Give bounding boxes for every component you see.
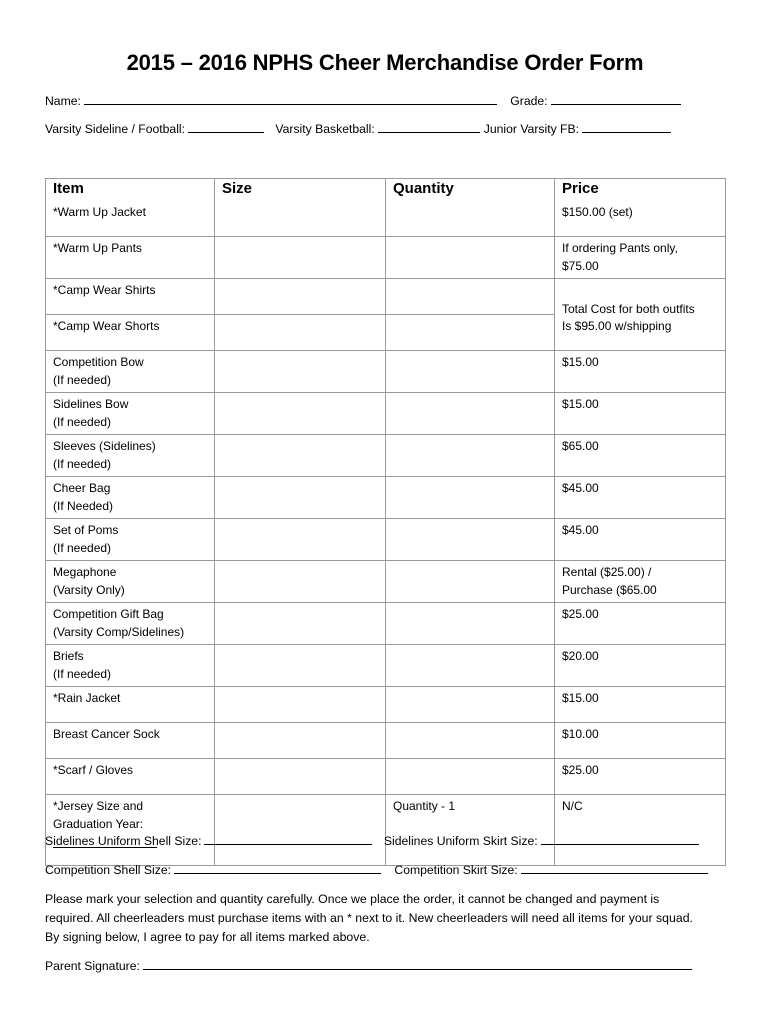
table-row — [46, 435, 726, 477]
page-title: 2015 – 2016 NPHS Cheer Merchandise Order Form — [126, 50, 644, 75]
table-row — [46, 723, 726, 759]
grade-label: Grade: — [510, 94, 548, 108]
price-cell: $65.00 — [555, 435, 726, 477]
table-row — [46, 237, 726, 279]
price-cell: $45.00 — [555, 519, 726, 561]
header-quantity: Quantity — [386, 179, 555, 202]
table-row — [46, 519, 726, 561]
quantity-cell[interactable] — [386, 279, 555, 315]
competition-skirt-field[interactable] — [521, 862, 708, 874]
competition-skirt-label: Competition Skirt Size: — [394, 863, 518, 877]
price-cell: $15.00 — [555, 351, 726, 393]
quantity-cell[interactable] — [386, 687, 555, 723]
size-cell[interactable] — [215, 315, 386, 351]
price-cell: Total Cost for both outfits Is $95.00 w/shipping — [555, 315, 726, 351]
size-cell[interactable] — [215, 759, 386, 795]
quantity-cell[interactable] — [386, 561, 555, 603]
sidelines-shell-field[interactable] — [204, 833, 372, 845]
sidelines-skirt-field[interactable] — [541, 833, 699, 845]
table-row — [46, 201, 726, 237]
price-cell: Rental ($25.00) / Purchase ($65.00 — [555, 561, 726, 603]
squad-row — [45, 121, 675, 136]
item-cell: *Camp Wear Shirts — [46, 279, 215, 315]
notice-paragraph: Please mark your selection and quantity carefully. Once we place the order, it cannot be changed and payment is required. All cheerleaders must purchase items with an * next to it. New cheerleaders will need all items for your squad. By signing below, I agree to pay for all items marked above. — [45, 892, 693, 944]
item-cell: Megaphone (Varsity Only) — [46, 561, 215, 603]
item-cell: Competition Bow (If needed) — [46, 351, 215, 393]
table-row — [46, 351, 726, 393]
quantity-cell[interactable] — [386, 477, 555, 519]
quantity-cell[interactable] — [386, 645, 555, 687]
sidelines-skirt-label: Sidelines Uniform Skirt Size: — [383, 834, 538, 848]
size-cell[interactable] — [215, 201, 386, 237]
signature-label: Parent Signature: — [45, 959, 140, 973]
varsity-basketball-label: Varsity Basketball: — [275, 122, 375, 136]
competition-shell-label: Competition Shell Size: — [45, 863, 171, 877]
quantity-cell[interactable] — [386, 351, 555, 393]
competition-shell-field[interactable] — [174, 862, 381, 874]
quantity-cell[interactable] — [386, 519, 555, 561]
table-row — [46, 603, 726, 645]
header-size: Size — [215, 179, 386, 202]
item-cell: Sleeves (Sidelines) (If needed) — [46, 435, 215, 477]
item-cell: *Jersey Size and Graduation Year: — [46, 795, 215, 866]
varsity-basketball-field[interactable] — [378, 121, 480, 133]
name-grade-row — [45, 93, 685, 108]
competition-size-row — [45, 862, 712, 877]
junior-varsity-field[interactable] — [582, 121, 671, 133]
size-cell[interactable] — [215, 687, 386, 723]
item-cell: Competition Gift Bag (Varsity Comp/Sidelines) — [46, 603, 215, 645]
size-cell[interactable] — [215, 519, 386, 561]
signature-row — [45, 958, 696, 973]
table-row — [46, 687, 726, 723]
table-row — [46, 477, 726, 519]
table-row — [46, 561, 726, 603]
junior-varsity-label: Junior Varsity FB: — [483, 122, 580, 136]
size-cell[interactable] — [215, 603, 386, 645]
order-table — [45, 178, 726, 866]
item-cell: Cheer Bag (If Needed) — [46, 477, 215, 519]
table-row — [46, 645, 726, 687]
sidelines-size-row — [45, 833, 703, 848]
table-row — [46, 759, 726, 795]
item-cell: Sidelines Bow (If needed) — [46, 393, 215, 435]
sidelines-shell-label: Sidelines Uniform Shell Size: — [45, 834, 202, 848]
item-cell: *Warm Up Jacket — [46, 201, 215, 237]
table-row — [46, 393, 726, 435]
header-item: Item — [46, 179, 215, 202]
size-cell[interactable] — [215, 237, 386, 279]
header-price: Price — [555, 179, 726, 202]
item-cell: *Scarf / Gloves — [46, 759, 215, 795]
quantity-cell: Quantity - 1 — [386, 795, 555, 866]
item-cell: *Rain Jacket — [46, 687, 215, 723]
grade-field[interactable] — [551, 93, 681, 105]
name-label: Name: — [45, 94, 81, 108]
size-cell[interactable] — [215, 477, 386, 519]
item-cell: *Camp Wear Shorts — [46, 315, 215, 351]
table-row — [46, 315, 726, 351]
item-cell: Briefs (If needed) — [46, 645, 215, 687]
quantity-cell[interactable] — [386, 237, 555, 279]
price-cell: N/C — [555, 795, 726, 866]
quantity-cell[interactable] — [386, 603, 555, 645]
quantity-cell[interactable] — [386, 723, 555, 759]
size-cell[interactable] — [215, 723, 386, 759]
price-cell: $25.00 — [555, 603, 726, 645]
quantity-cell[interactable] — [386, 759, 555, 795]
price-cell: $150.00 (set) — [555, 201, 726, 237]
item-cell: Breast Cancer Sock — [46, 723, 215, 759]
size-cell[interactable] — [215, 393, 386, 435]
varsity-sideline-label: Varsity Sideline / Football: — [45, 122, 185, 136]
price-cell: $20.00 — [555, 645, 726, 687]
size-cell[interactable] — [215, 645, 386, 687]
price-cell: $15.00 — [555, 393, 726, 435]
price-cell: $10.00 — [555, 723, 726, 759]
table-row — [46, 795, 726, 866]
price-cell: $15.00 — [555, 687, 726, 723]
quantity-cell[interactable] — [386, 393, 555, 435]
signature-field[interactable] — [143, 958, 692, 970]
quantity-cell[interactable] — [386, 315, 555, 351]
size-cell[interactable] — [215, 561, 386, 603]
size-cell[interactable] — [215, 351, 386, 393]
size-cell[interactable] — [215, 435, 386, 477]
quantity-cell[interactable] — [386, 201, 555, 237]
item-cell: Set of Poms (If needed) — [46, 519, 215, 561]
name-field[interactable] — [84, 93, 497, 105]
size-cell[interactable] — [215, 795, 386, 866]
quantity-cell[interactable] — [386, 435, 555, 477]
varsity-sideline-field[interactable] — [188, 121, 264, 133]
size-cell[interactable] — [215, 279, 386, 315]
price-cell: If ordering Pants only, $75.00 — [555, 237, 726, 279]
table-header-row — [46, 179, 726, 202]
price-cell: $25.00 — [555, 759, 726, 795]
price-cell: $45.00 — [555, 477, 726, 519]
item-cell: *Warm Up Pants — [46, 237, 215, 279]
